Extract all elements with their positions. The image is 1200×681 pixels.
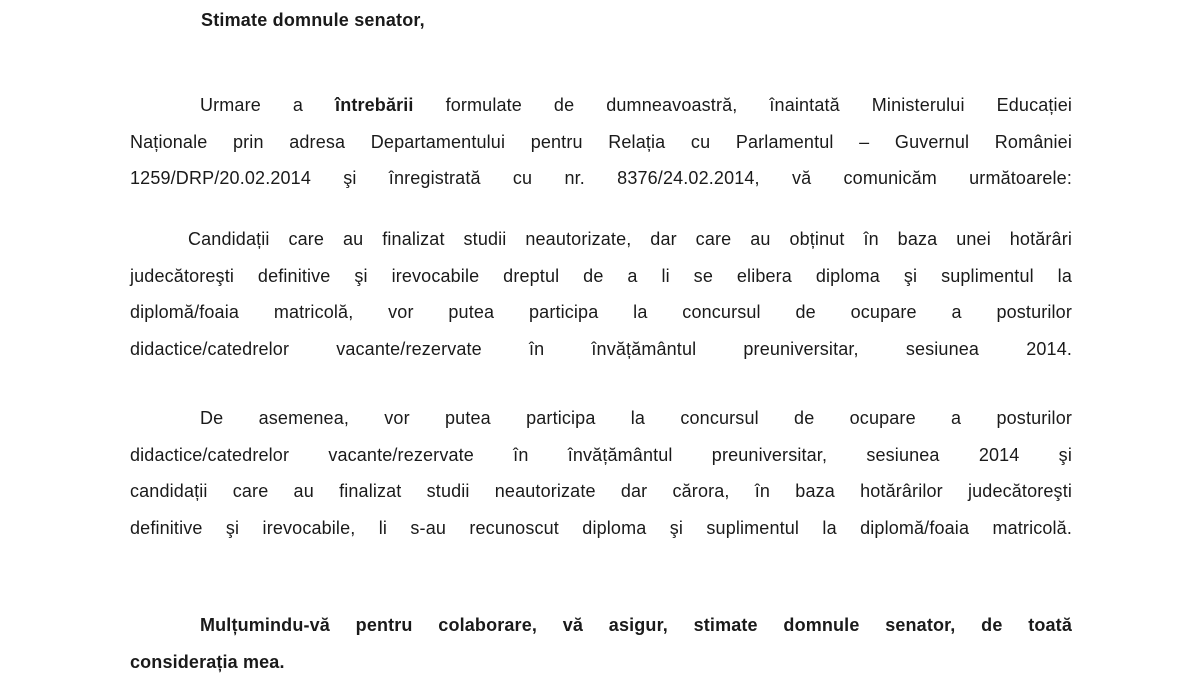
closing-paragraph — [130, 607, 1072, 681]
paragraph-line: Candidații care au finalizat studii neautorizate, dar care au obținut în baza unei hotărâri — [188, 229, 1072, 249]
paragraph-line: Naționale prin adresa Departamentului pentru Relația cu Parlamentul – Guvernul României — [130, 131, 1072, 152]
paragraph-line: De asemenea, vor putea participa la concursul de ocupare a posturilor — [200, 408, 1072, 428]
paragraph-line — [130, 87, 1072, 124]
paragraph-line: definitive şi irevocabile, li s-au recunoscut diploma şi suplimentul la diplomă/foaia matricolă. — [130, 517, 1072, 538]
paragraph-line: diplomă/foaia matricolă, vor putea participa la concursul de ocupare a posturilor — [130, 302, 1072, 322]
paragraph-line: considerația mea. — [130, 652, 285, 672]
paragraph-line: 1259/DRP/20.02.2014 şi înregistrată cu nr. 8376/24.02.2014, vă comunicăm următoarele: — [130, 168, 1072, 188]
salutation: Stimate domnule senator, — [201, 10, 425, 30]
bold-term: întrebării — [335, 95, 414, 115]
text-span: formulate de dumneavoastră, înaintată Ministerului Educației — [413, 95, 1072, 115]
paragraph-candidates — [130, 221, 1072, 367]
paragraph-line: didactice/catedrelor vacante/rezervate în învățământul preuniversitar, sesiunea 2014 şi — [130, 444, 1072, 465]
paragraph-line: didactice/catedrelor vacante/rezervate în învățământul preuniversitar, sesiunea 2014. — [130, 338, 1072, 359]
paragraph-intro — [130, 87, 1072, 197]
paragraph-line: judecătoreşti definitive şi irevocabile dreptul de a li se elibera diploma şi suplimentul la — [130, 265, 1072, 286]
text-span: Urmare a — [200, 95, 336, 115]
paragraph-line: Mulțumindu-vă pentru colaborare, vă asigur, stimate domnule senator, de toată — [200, 615, 1072, 635]
paragraph-line: candidații care au finalizat studii neautorizate dar cărora, în baza hotărârilor judecătoreşti — [130, 481, 1072, 501]
paragraph-additionally — [130, 400, 1072, 546]
